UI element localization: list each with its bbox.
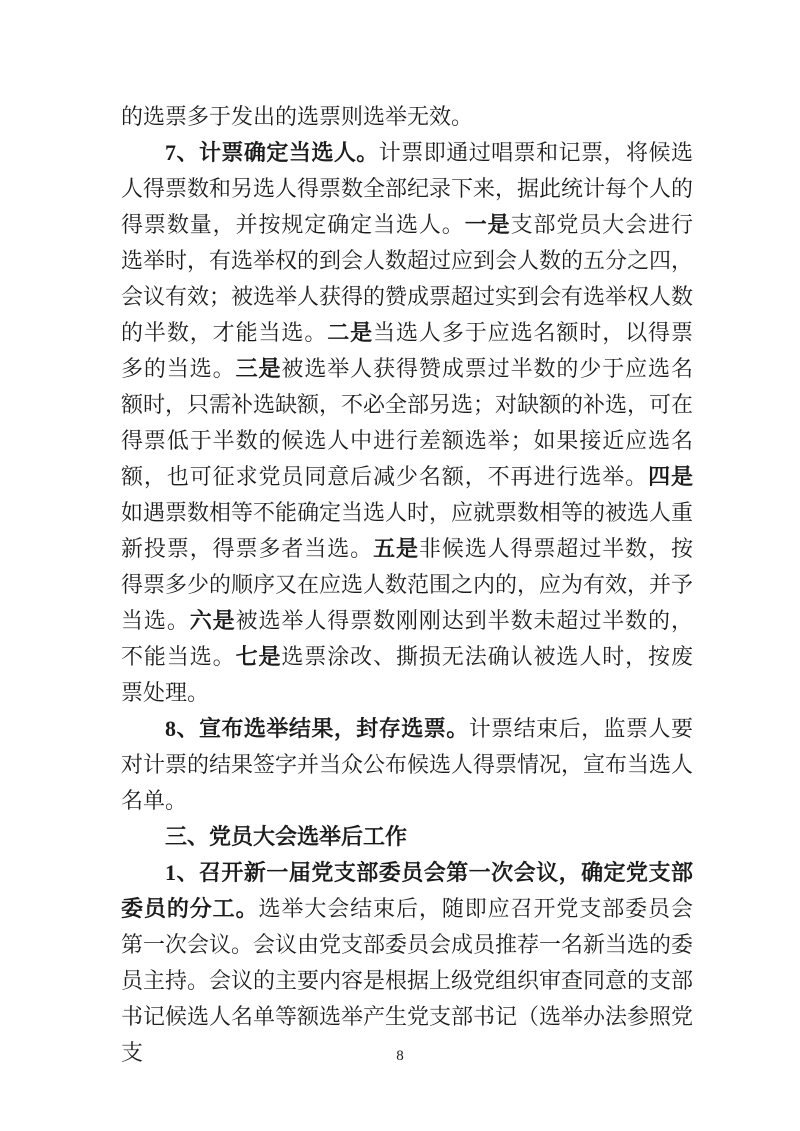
bold-run: 六是 xyxy=(189,608,236,633)
bold-run: 四是 xyxy=(648,464,693,489)
paragraph xyxy=(121,135,693,711)
section-heading xyxy=(121,819,693,855)
text-run: 支部党员大会进行选举时，有选举权的到会人数超过应到会人数的五分之四，会议有效；被选举人获得的赞成票超过实到会有选举权人数的半数，才能当选。 xyxy=(121,212,694,345)
bold-run: 三是 xyxy=(235,356,282,381)
bold-run: 七是 xyxy=(235,644,282,669)
paragraph xyxy=(121,99,693,135)
text-run: 选票涂改、撕损无法确认被选人时，按废票处理。 xyxy=(121,644,693,705)
bold-run: 五是 xyxy=(373,536,419,561)
document-body xyxy=(121,99,693,1071)
text-run: 计票即通过唱票和记票，将候选人得票数和另选人得票数全部纪录下来，据此统计每个人的得票数量，并按规定确定当选人。 xyxy=(121,140,694,237)
paragraph xyxy=(121,711,693,819)
bold-run: 7、计票确定当选人。 xyxy=(165,140,379,165)
bold-run: 二是 xyxy=(327,320,374,345)
text-run: 选举大会结束后，随即应召开党支部委员会第一次会议。会议由党支部委员会成员推荐一名新当选的委员主持。会议的主要内容是根据上级党组织审查同意的支部书记候选人名单等额选举产生党支部书记（选举办法参照党支 xyxy=(121,896,694,1065)
text-run: 如遇票数相等不能确定当选人时，应就票数相等的被选人重新投票，得票多者当选。 xyxy=(121,500,694,561)
text-run: 的选票多于发出的选票则选举无效。 xyxy=(121,104,474,129)
text-run: 计票结束后，监票人要对计票的结果签字并当众公布候选人得票情况，宣布当选人名单。 xyxy=(121,716,694,813)
text-run: 当选人多于应选名额时，以得票多的当选。 xyxy=(121,320,693,381)
page-footer xyxy=(0,1046,800,1066)
bold-run: 8、宣布选举结果，封存选票。 xyxy=(165,716,469,741)
paragraph xyxy=(121,855,693,1071)
bold-run: 三、党员大会选举后工作 xyxy=(165,824,408,849)
page-number: 8 xyxy=(396,1048,404,1064)
text-run: 被选举人得票数刚刚达到半数未超过半数的，不能当选。 xyxy=(121,608,693,669)
text-run: 非候选人得票超过半数，按得票多少的顺序又在应选人数范围之内的，应为有效，并予当选。 xyxy=(121,536,694,633)
bold-run: 一是 xyxy=(464,212,511,237)
text-run: 被选举人获得赞成票过半数的少于应选名额时，只需补选缺额，不必全部另选；对缺额的补选，可在得票低于半数的候选人中进行差额选举；如果接近应选名额，也可征求党员同意后减少名额，不再进行选举。 xyxy=(121,356,694,489)
bold-run: 1、召开新一届党支部委员会第一次会议，确定党支部委员的分工。 xyxy=(121,860,693,921)
